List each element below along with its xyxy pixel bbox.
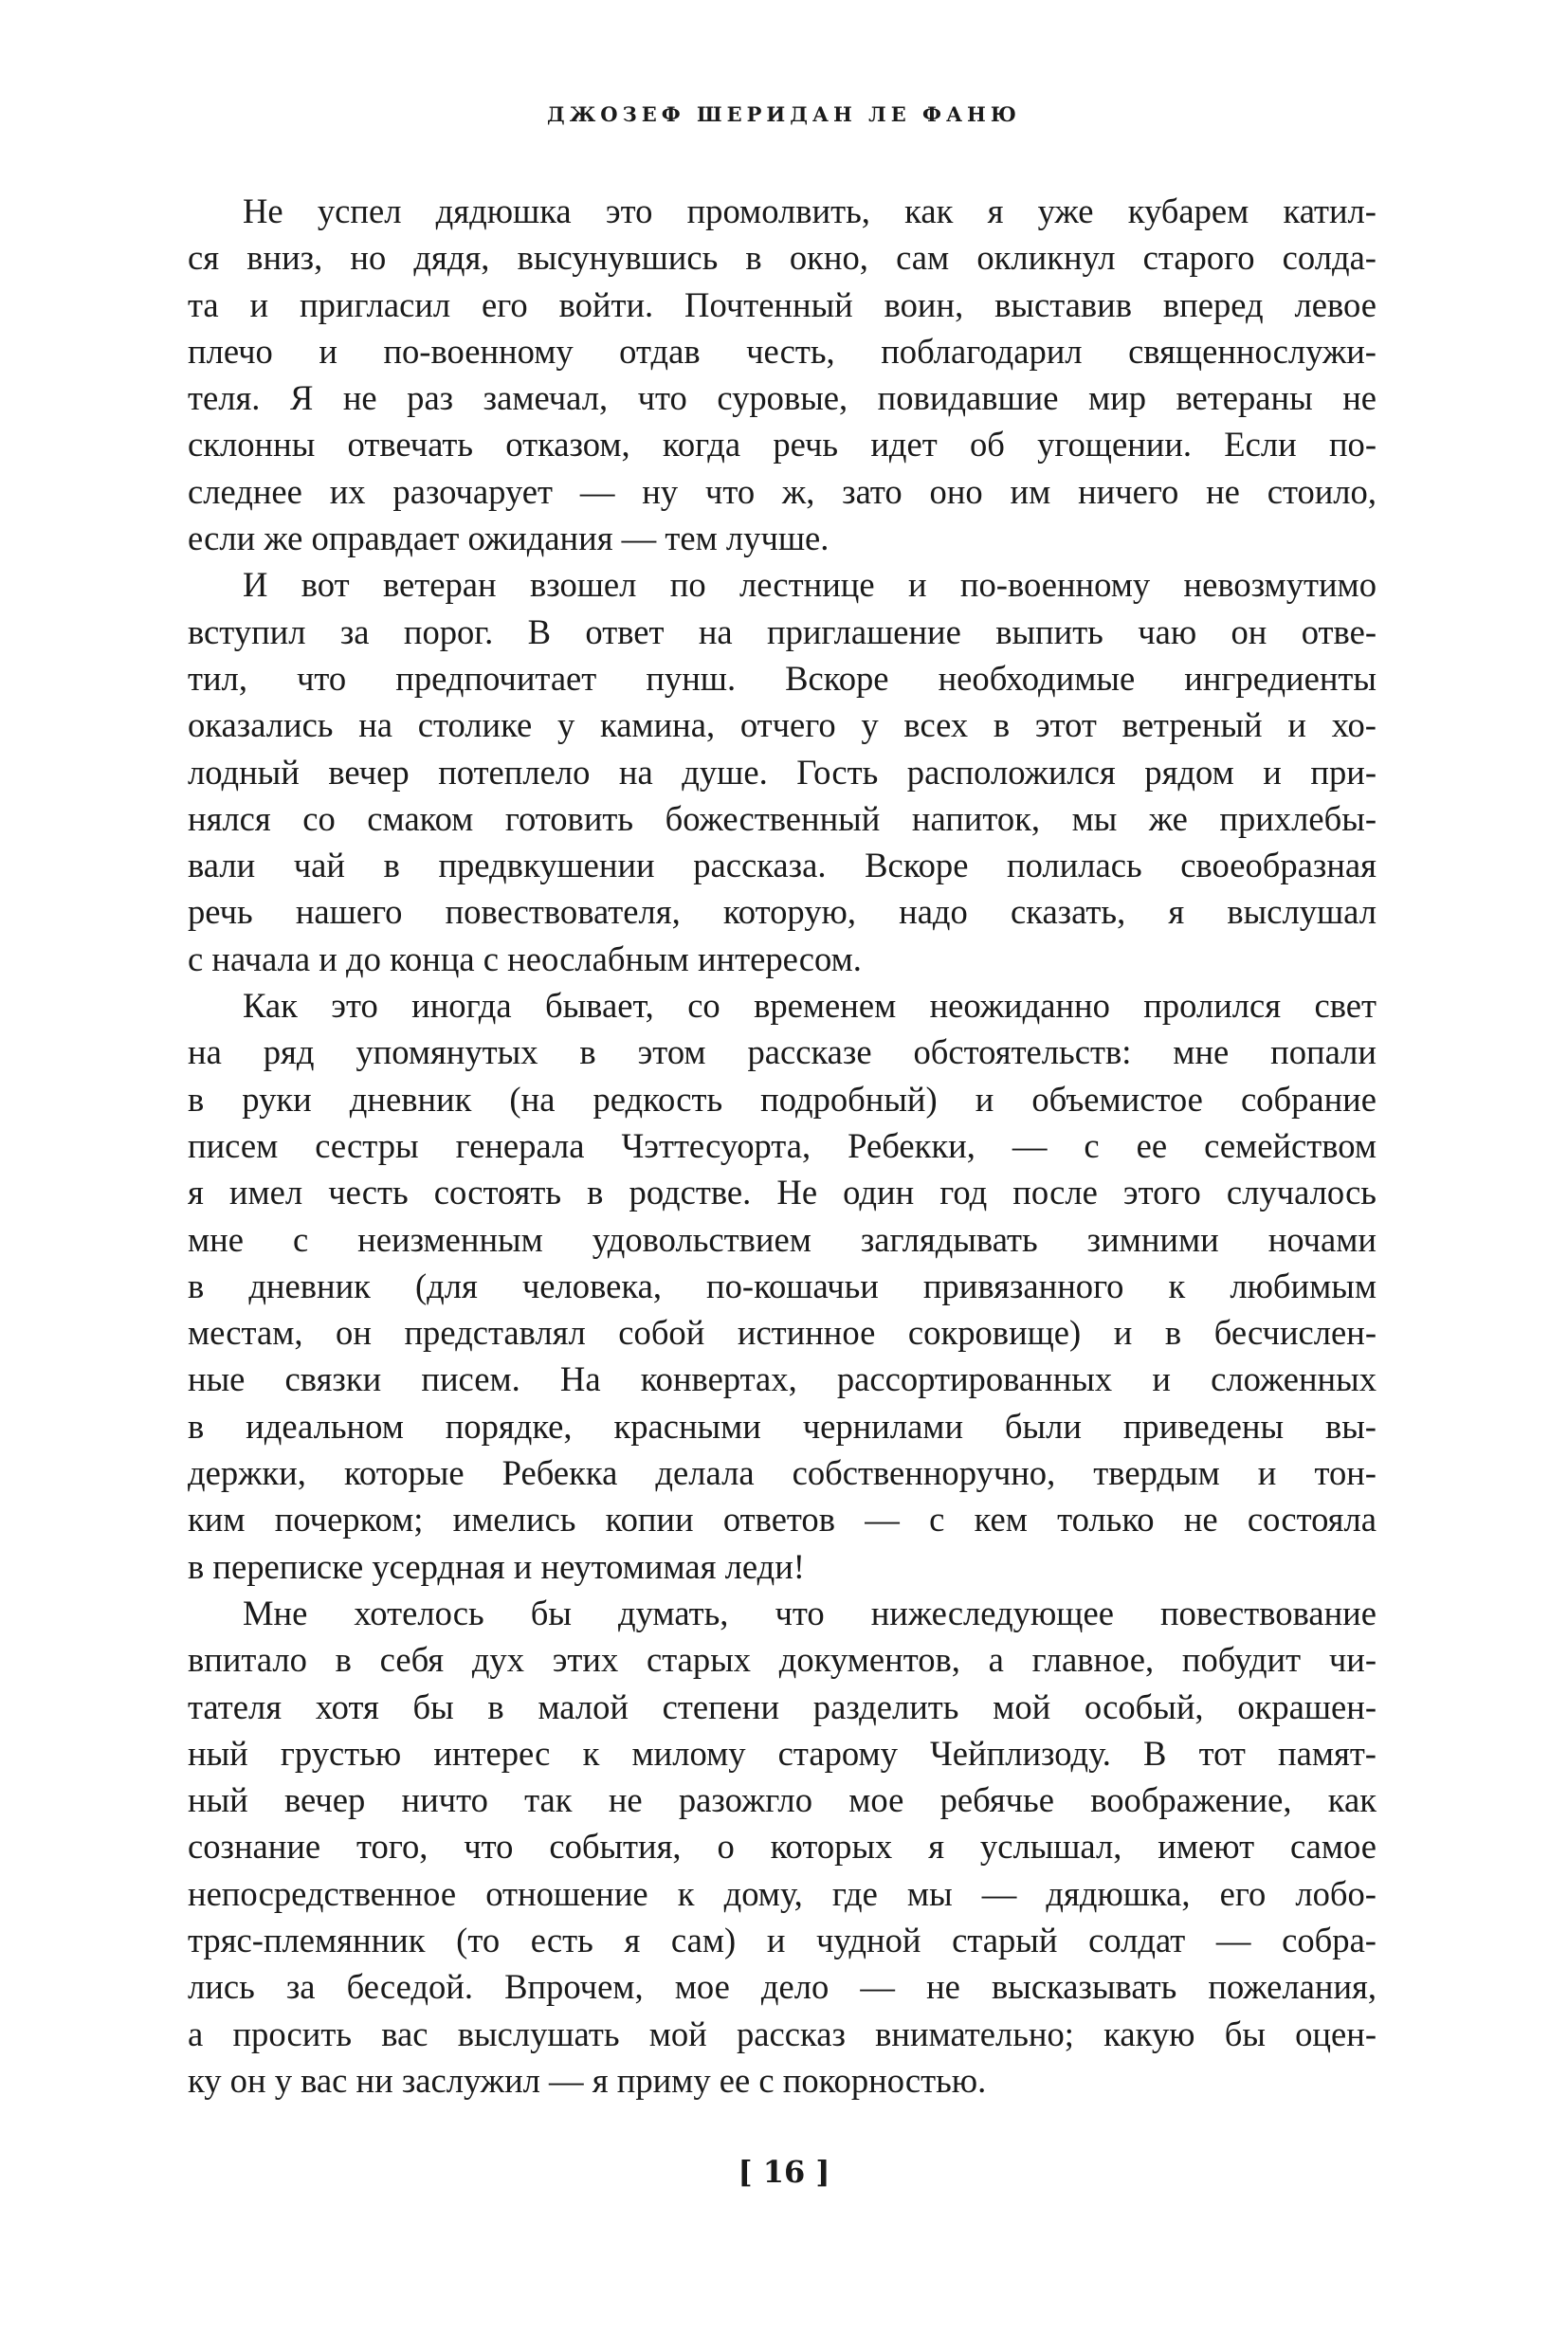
text-line: ким почерком; имелись копии ответов — с кем только не состояла xyxy=(188,1500,1377,1540)
text-line: в руки дневник (на редкость подробный) и объемистое собрание xyxy=(188,1079,1377,1119)
text-line: склонны отвечать отказом, когда речь идет об угощении. Если по- xyxy=(188,425,1377,465)
paragraph xyxy=(188,561,1377,982)
text-line: сознание того, что события, о которых я услышал, имеют самое xyxy=(188,1827,1377,1867)
text-line: если же оправдает ожидания — тем лучше. xyxy=(188,519,830,558)
text-line: ку он у вас ни заслужил — я приму ее с покорностью. xyxy=(188,2060,987,2100)
paragraph xyxy=(188,188,1377,561)
text-line: теля. Я не раз замечал, что суровые, повидавшие мир ветераны не xyxy=(188,378,1377,418)
text-line: впитало в себя дух этих старых документов, а главное, побудит чи- xyxy=(188,1640,1377,1680)
text-line: следнее их разочарует — ну что ж, зато оно им ничего не стоило, xyxy=(188,471,1377,511)
text-line: Как это иногда бывает, со временем неожиданно пролился свет xyxy=(243,986,1377,1026)
text-line: вступил за порог. В ответ на приглашение выпить чаю он отве- xyxy=(188,611,1377,651)
text-line: та и пригласил его войти. Почтенный воин, выставив вперед левое xyxy=(188,284,1377,324)
page-number: [ 16 ] xyxy=(738,2154,830,2190)
text-line: в идеальном порядке, красными чернилами были приведены вы- xyxy=(188,1406,1377,1446)
text-line: я имел честь состоять в родстве. Не один год после этого случалось xyxy=(188,1173,1377,1212)
text-line: нялся со смаком готовить божественный напиток, мы же прихлебы- xyxy=(188,798,1377,838)
text-line: тряс-племянник (то есть я сам) и чудной старый солдат — собра- xyxy=(188,1920,1377,1959)
text-line: в дневник (для человека, по-кошачьи привязанного к любимым xyxy=(188,1266,1377,1305)
text-line: Не успел дядюшка это промолвить, как я уже кубарем катил- xyxy=(243,191,1377,230)
text-line: а просить вас выслушать мой рассказ внимательно; какую бы оцен- xyxy=(188,2014,1377,2053)
text-line: оказались на столике у камина, отчего у всех в этот ветреный и хо- xyxy=(188,705,1377,745)
running-header: ДЖОЗЕФ ШЕРИДАН ЛЕ ФАНЮ xyxy=(547,102,1021,126)
text-line: писем сестры генерала Чэттесуорта, Ребекки, — с ее семейством xyxy=(188,1125,1377,1165)
text-line: тил, что предпочитает пунш. Вскоре необходимые ингредиенты xyxy=(188,658,1377,698)
text-line: ные связки писем. На конвертах, рассортированных и сложенных xyxy=(188,1359,1377,1399)
paragraph xyxy=(188,1590,1377,2104)
text-line: речь нашего повествователя, которую, надо сказать, я выслушал xyxy=(188,892,1377,932)
text-line: вали чай в предвкушении рассказа. Вскоре полилась своеобразная xyxy=(188,846,1377,885)
text-line: ся вниз, но дядя, высунувшись в окно, сам окликнул старого солда- xyxy=(188,238,1377,278)
paragraph xyxy=(188,982,1377,1590)
text-line: ный грустью интерес к милому старому Чейплизоду. В тот памят- xyxy=(188,1733,1377,1773)
text-line: лодный вечер потеплело на душе. Гость расположился рядом и при- xyxy=(188,752,1377,792)
text-line: тателя хотя бы в малой степени разделить мой особый, окрашен- xyxy=(188,1686,1377,1726)
text-line: лись за беседой. Впрочем, мое дело — не высказывать пожелания, xyxy=(188,1967,1377,2007)
text-line: мне с неизменным удовольствием заглядывать зимними ночами xyxy=(188,1219,1377,1259)
text-line: Мне хотелось бы думать, что нижеследующее повествование xyxy=(243,1593,1377,1632)
text-line: местам, он представлял собой истинное сокровище) и в бесчислен- xyxy=(188,1313,1377,1353)
text-line: в переписке усердная и неутомимая леди! xyxy=(188,1546,805,1586)
text-line: И вот ветеран взошел по лестнице и по-военному невозмутимо xyxy=(243,565,1377,605)
text-line: ный вечер ничто так не разожгло мое ребячье воображение, как xyxy=(188,1780,1377,1820)
body-text xyxy=(188,188,1377,2104)
text-line: плечо и по-военному отдав честь, поблагодарил священнослужи- xyxy=(188,331,1377,371)
text-line: с начала и до конца с неослабным интересом. xyxy=(188,939,862,978)
text-line: непосредственное отношение к дому, где мы — дядюшка, его лобо- xyxy=(188,1873,1377,1913)
text-line: держки, которые Ребекка делала собственноручно, твердым и тон- xyxy=(188,1453,1377,1493)
text-line: на ряд упомянутых в этом рассказе обстоятельств: мне попали xyxy=(188,1032,1377,1072)
